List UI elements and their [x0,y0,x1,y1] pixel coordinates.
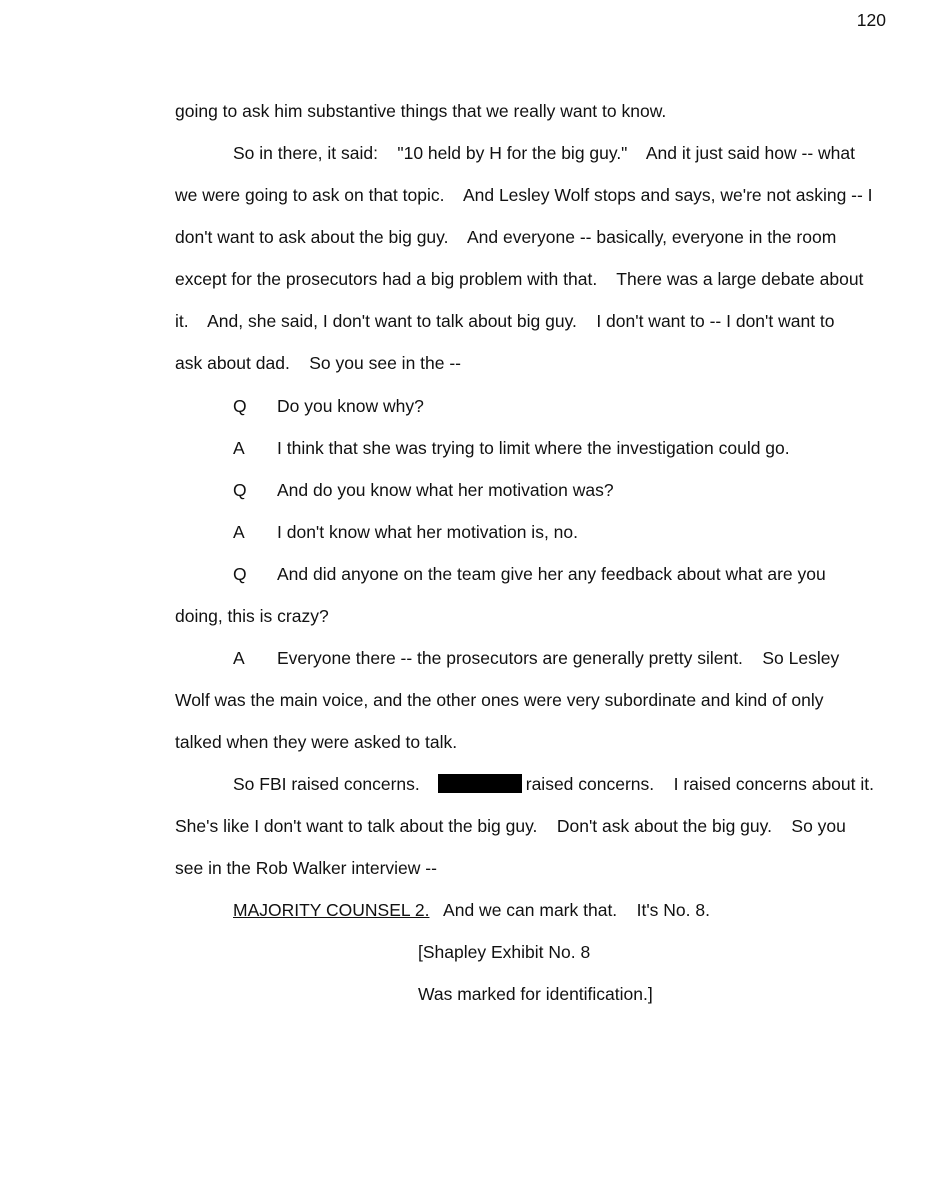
question-line [233,478,614,502]
transcript-line: She's like I don't want to talk about the big guy. Don't ask about the big guy. So you [175,816,846,836]
answer-text: Everyone there -- the prosecutors are generally pretty silent. So Lesley [277,648,840,668]
exhibit-note: [Shapley Exhibit No. 8 [418,942,591,962]
question-line [233,394,424,418]
speaker-text: And we can mark that. It's No. 8. [429,900,710,920]
question-label: Q [233,396,247,416]
transcript-line: we were going to ask on that topic. And Lesley Wolf stops and says, we're not asking -- I [175,185,873,205]
speaker-line [233,898,710,922]
transcript-line: doing, this is crazy? [175,606,329,626]
answer-text: I don't know what her motivation is, no. [277,522,578,542]
answer-text: I think that she was trying to limit where the investigation could go. [277,438,790,458]
transcript-line: talked when they were asked to talk. [175,732,458,752]
page-number: 120 [856,10,886,30]
answer-line [233,646,839,670]
line-text: raised concerns. I raised concerns about it. [525,774,874,794]
transcript-line [233,772,874,796]
transcript-line: Wolf was the main voice, and the other ones were very subordinate and kind of only [175,690,824,710]
exhibit-note: Was marked for identification.] [418,984,653,1004]
transcript-line: going to ask him substantive things that we really want to know. [175,101,667,121]
question-text: And did anyone on the team give her any feedback about what are you [277,564,826,584]
answer-label: A [233,438,245,458]
transcript-line: it. And, she said, I don't want to talk about big guy. I don't want to -- I don't want to [175,311,835,331]
question-label: Q [233,480,247,500]
line-text: So FBI raised concerns. [233,774,420,794]
answer-label: A [233,522,245,542]
redaction-box [438,774,522,793]
answer-line [233,520,578,544]
question-line [233,562,826,586]
speaker-name: MAJORITY COUNSEL 2. [233,900,430,920]
transcript-line: don't want to ask about the big guy. And everyone -- basically, everyone in the room [175,227,837,247]
transcript-line: So in there, it said: "10 held by H for the big guy." And it just said how -- what [233,143,856,163]
answer-line [233,436,790,460]
answer-label: A [233,648,245,668]
question-text: And do you know what her motivation was? [277,480,614,500]
question-label: Q [233,564,247,584]
transcript-line: except for the prosecutors had a big problem with that. There was a large debate about [175,269,864,289]
question-text: Do you know why? [277,396,424,416]
transcript-line: ask about dad. So you see in the -- [175,353,462,373]
transcript-line: see in the Rob Walker interview -- [175,858,437,878]
